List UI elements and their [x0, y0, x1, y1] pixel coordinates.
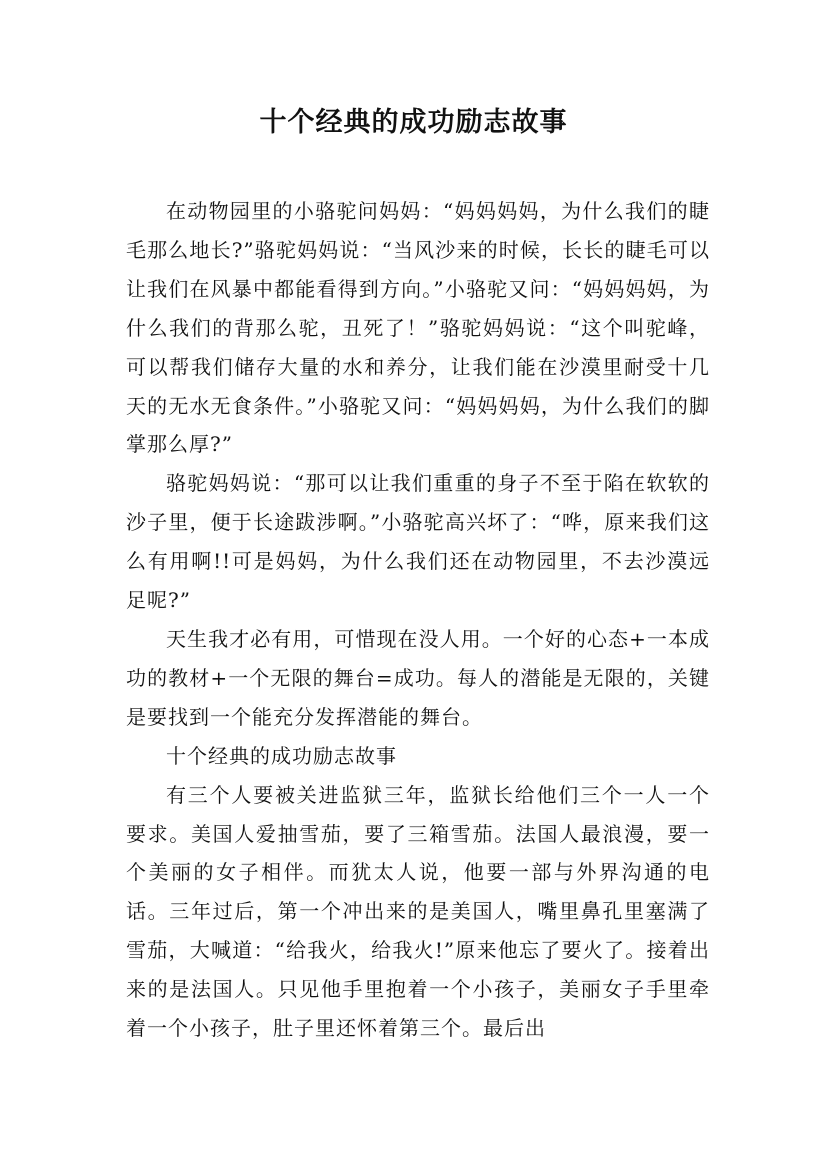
paragraph-prison-story: 有三个人要被关进监狱三年，监狱长给他们三个一人一个要求。美国人爱抽雪茄，要了三箱雪茄。法国人最浪漫，要一个美丽的女子相伴。而犹太人说，他要一部与外界沟通的电话。三年过后，第一个冲出来的是美国人，嘴里鼻孔里塞满了雪茄，大喊道：“给我火，给我火!”原来他忘了要火了。接着出来的是法国人。只见他手里抱着一个小孩子，美丽女子手里牵着一个小孩子，肚子里还怀着第三个。最后出 [126, 782, 710, 1041]
paragraph-moral: 天生我才必有用，可惜现在没人用。一个好的心态+一本成功的教材+一个无限的舞台=成功。每人的潜能是无限的，关键是要找到一个能充分发挥潜能的舞台。 [126, 626, 710, 729]
document-body [126, 192, 710, 1048]
section-subheading: 十个经典的成功励志故事 [166, 743, 397, 768]
document-title: 十个经典的成功励志故事 [259, 107, 568, 138]
paragraph-camel-questions: 在动物园里的小骆驼问妈妈：“妈妈妈妈，为什么我们的睫毛那么地长?”骆驼妈妈说：“当风沙来的时候，长长的睫毛可以让我们在风暴中都能看得到方向。”小骆驼又问：“妈妈妈妈，为什么我们的背那么驼，丑死了！”骆驼妈妈说：“这个叫驼峰，可以帮我们储存大量的水和养分，让我们能在沙漠里耐受十几天的无水无食条件。”小骆驼又问：“妈妈妈妈，为什么我们的脚掌那么厚?” [126, 199, 710, 457]
paragraph-camel-answer: 骆驼妈妈说：“那可以让我们重重的身子不至于陷在软软的沙子里，便于长途跋涉啊。”小骆驼高兴坏了：“哗，原来我们这么有用啊!!可是妈妈，为什么我们还在动物园里，不去沙漠远足呢?” [126, 471, 710, 613]
